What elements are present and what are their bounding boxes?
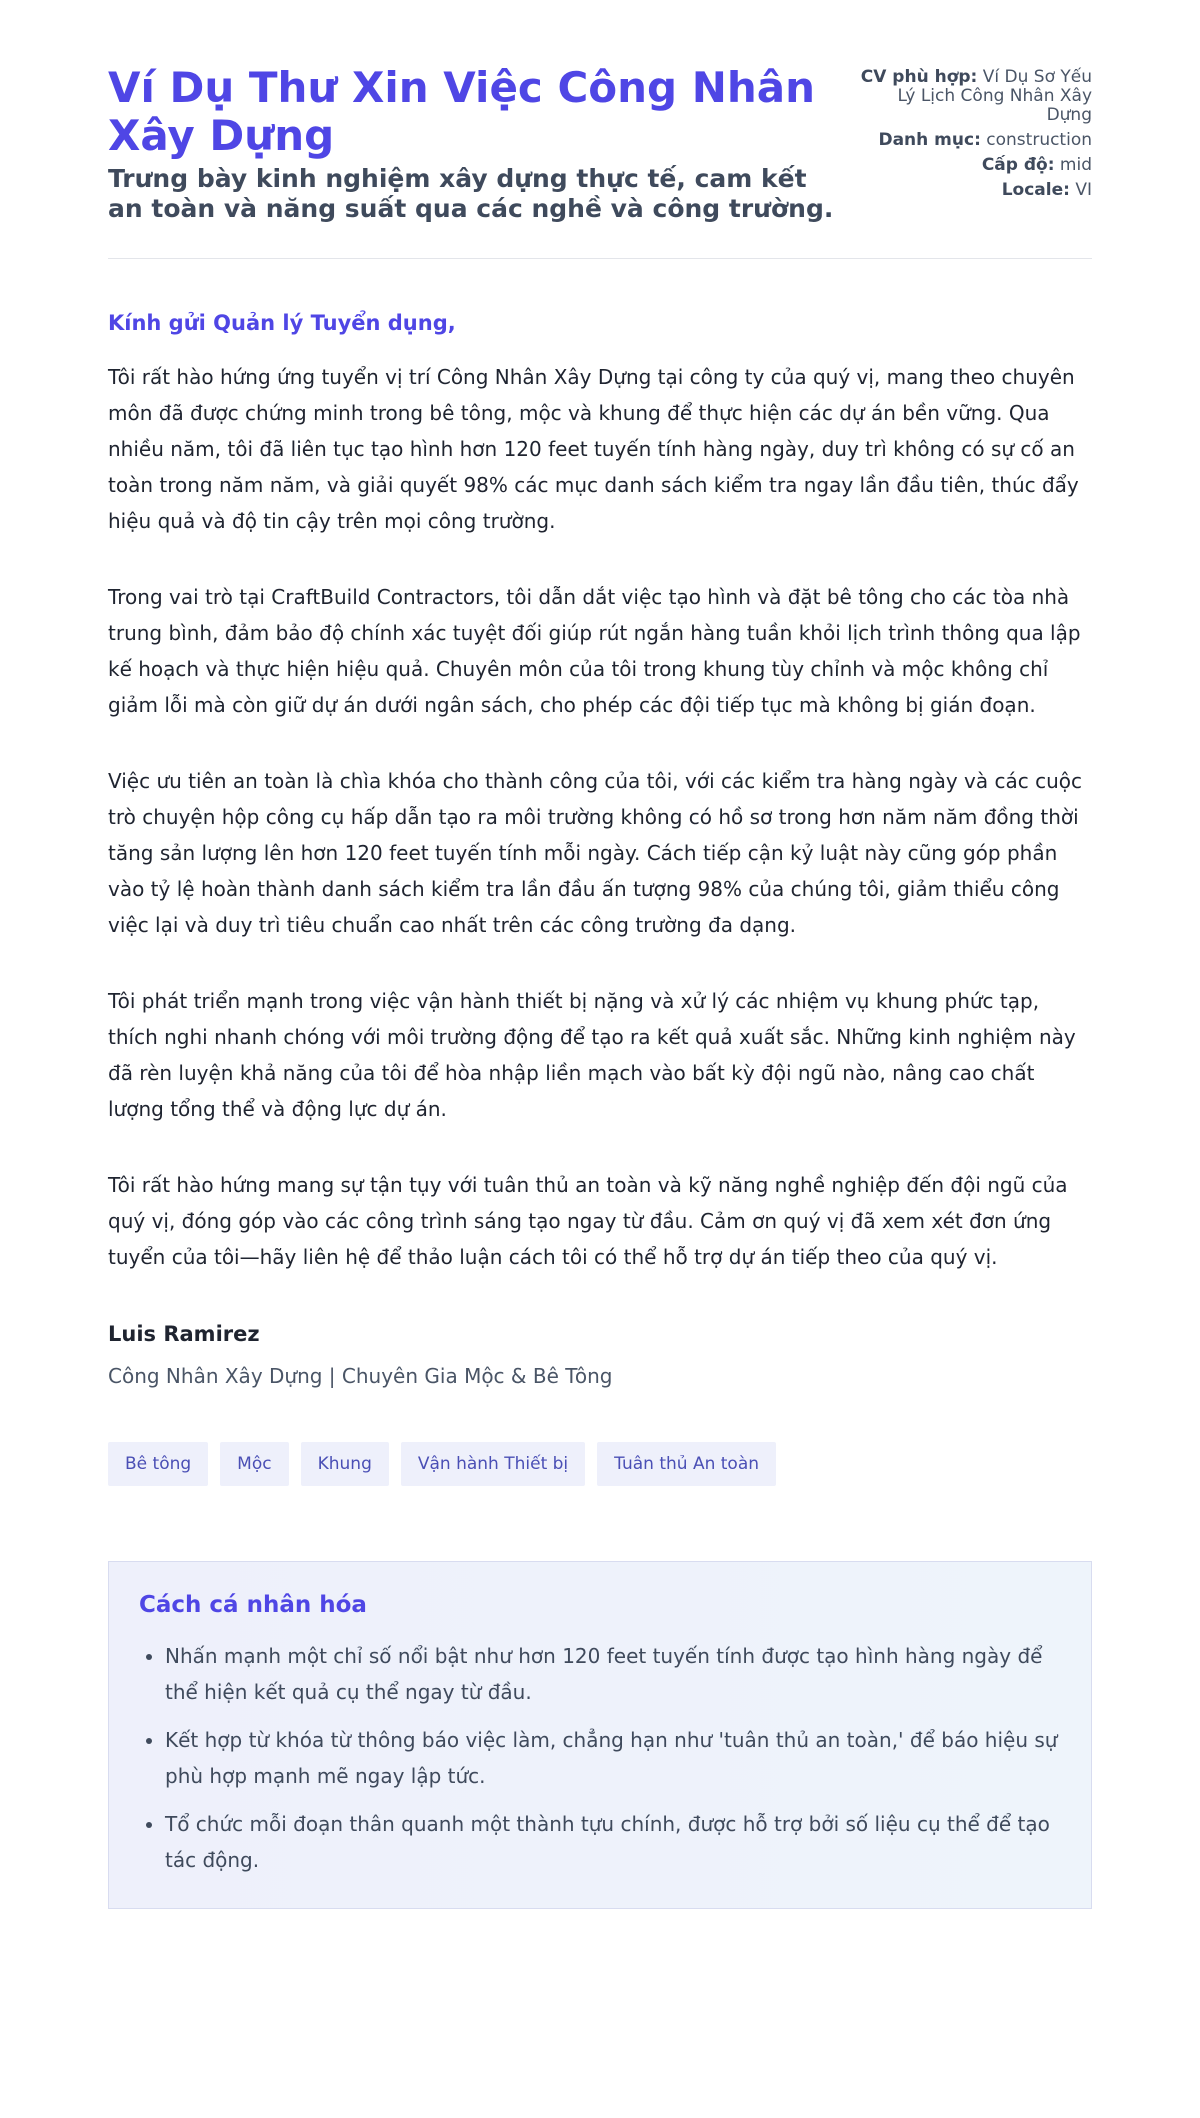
tip-item: • Nhấn mạnh một chỉ số nổi bật như hơn 120 feet tuyến tính được tạo hình hàng ngày để thể hiện kết quả cụ thể ngay từ đầu. [165, 1638, 1061, 1710]
meta-category [860, 131, 1092, 150]
meta-locale-label: Locale: [1001, 180, 1070, 200]
page-subtitle: Trưng bày kinh nghiệm xây dựng thực tế, cam kết an toàn và năng suất qua các nghề và công trường. [108, 164, 834, 223]
skill-tag: Tuân thủ An toàn [597, 1442, 776, 1486]
title-block [108, 64, 838, 224]
letter-paragraph: Tôi rất hào hứng ứng tuyển vị trí Công Nhân Xây Dựng tại công ty của quý vị, mang theo chuyên môn đã được chứng minh trong bê tông, mộc và khung để thực hiện các dự án bền vững. Qua nhiều năm, tôi đã liên tục tạo hình hơn 120 feet tuyến tính hàng ngày, duy trì không có sự cố an toàn trong năm năm, và giải quyết 98% các mục danh sách kiểm tra ngay lần đầu tiên, thúc đẩy hiệu quả và độ tin cậy trên mọi công trường. [108, 365, 1079, 533]
meta-cv [860, 68, 1092, 125]
tips-title: Cách cá nhân hóa [139, 1592, 367, 1618]
meta-cv-label: CV phù hợp: [860, 67, 978, 87]
tips-list [139, 1638, 1061, 1878]
letter-paragraph: Trong vai trò tại CraftBuild Contractors, tôi dẫn dắt việc tạo hình và đặt bê tông cho các tòa nhà trung bình, đảm bảo độ chính xác tuyệt đối giúp rút ngắn hàng tuần khỏi lịch trình thông qua lập kế hoạch và thực hiện hiệu quả. Chuyên môn của tôi trong khung tùy chỉnh và mộc không chỉ giảm lỗi mà còn giữ dự án dưới ngân sách, cho phép các đội tiếp tục mà không bị gián đoạn. [108, 585, 1081, 717]
letter-paragraph: Tôi phát triển mạnh trong việc vận hành thiết bị nặng và xử lý các nhiệm vụ khung phức tạp, thích nghi nhanh chóng với môi trường động để tạo ra kết quả xuất sắc. Những kinh nghiệm này đã rèn luyện khả năng của tôi để hòa nhập liền mạch vào bất kỳ đội ngũ nào, nâng cao chất lượng tổng thể và động lực dự án. [108, 989, 1076, 1121]
tip-item: • Tổ chức mỗi đoạn thân quanh một thành tựu chính, được hỗ trợ bởi số liệu cụ thể để tạo tác động. [165, 1806, 1061, 1878]
skill-tag: Mộc [220, 1442, 288, 1486]
signature-name: Luis Ramirez [108, 1322, 260, 1346]
personalization-tips [108, 1561, 1092, 1909]
meta-panel [860, 64, 1092, 206]
meta-category-label: Danh mục: [878, 130, 981, 150]
tip-item: • Kết hợp từ khóa từ thông báo việc làm, chẳng hạn như 'tuân thủ an toàn,' để báo hiệu sự phù hợp mạnh mẽ ngay lập tức. [165, 1722, 1061, 1794]
page-header [108, 0, 1092, 259]
meta-locale [860, 181, 1092, 200]
signature-title: Công Nhân Xây Dựng | Chuyên Gia Mộc & Bê Tông [108, 1364, 613, 1388]
page-title: Ví Dụ Thư Xin Việc Công Nhân Xây Dựng [108, 63, 816, 160]
meta-level-label: Cấp độ: [981, 155, 1055, 175]
meta-category-value: construction [986, 130, 1092, 150]
letter-paragraph: Việc ưu tiên an toàn là chìa khóa cho thành công của tôi, với các kiểm tra hàng ngày và các cuộc trò chuyện hộp công cụ hấp dẫn tạo ra môi trường không có hồ sơ trong hơn năm năm đồng thời tăng sản lượng lên hơn 120 feet tuyến tính mỗi ngày. Cách tiếp cận kỷ luật này cũng góp phần vào tỷ lệ hoàn thành danh sách kiểm tra lần đầu ấn tượng 98% của chúng tôi, giảm thiểu công việc lại và duy trì tiêu chuẩn cao nhất trên các công trường đa dạng. [108, 769, 1083, 937]
skill-tag: Khung [301, 1442, 389, 1486]
letter-paragraph: Tôi rất hào hứng mang sự tận tụy với tuân thủ an toàn và kỹ năng nghề nghiệp đến đội ngũ của quý vị, đóng góp vào các công trình sáng tạo ngay từ đầu. Cảm ơn quý vị đã xem xét đơn ứng tuyển của tôi—hãy liên hệ để thảo luận cách tôi có thể hỗ trợ dự án tiếp theo của quý vị. [108, 1173, 1068, 1269]
skill-tag: Bê tông [108, 1442, 208, 1486]
meta-locale-value: VI [1075, 180, 1092, 200]
salutation: Kính gửi Quản lý Tuyển dụng, [108, 311, 456, 335]
skill-tags [108, 1442, 1092, 1486]
meta-level [860, 156, 1092, 175]
letter-body [108, 359, 1092, 1275]
meta-cv-value: Ví Dụ Sơ Yếu Lý Lịch Công Nhân Xây Dựng [897, 67, 1092, 125]
skill-tag: Vận hành Thiết bị [401, 1442, 585, 1486]
meta-level-value: mid [1059, 155, 1092, 175]
